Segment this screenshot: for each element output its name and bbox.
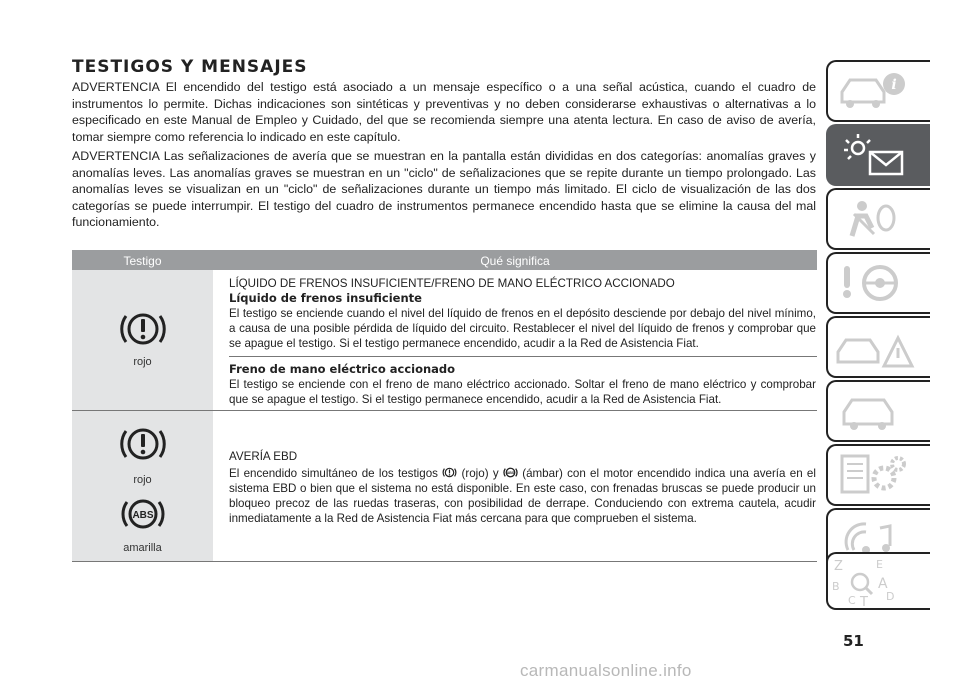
icon-label-rojo: rojo <box>133 474 152 486</box>
brake-warning-icon <box>118 304 168 354</box>
row1-section1-title: Líquido de frenos insuficiente <box>229 291 422 305</box>
svg-text:C: C <box>848 594 856 607</box>
row1-section1-text: El testigo se enciende cuando el nivel del líquido de frenos en el depósito desciende por debajo del nivel mínimo, a causa de una posible pérdida de líquido del circuito. Restablecer el nivel del líquido de frenos y comprobar que se apague el testigo. Si el testigo permanece encendido, acudir a la Red de Asistencia Fiat. <box>229 307 816 350</box>
brake-warning-inline-icon <box>442 465 457 480</box>
brake-warning-icon <box>118 419 168 469</box>
header-que-significa: Qué significa <box>480 254 550 268</box>
car-info-icon <box>828 62 928 120</box>
sidebar-tab-index[interactable] <box>826 552 930 610</box>
row1-section2-text: El testigo se enciende con el freno de mano eléctrico accionado. Soltar el freno de mano eléctrico y comprobar que se apague el testigo. Si el testigo permanece encendido, acudir a la Red de Asistencia Fiat. <box>229 378 816 406</box>
sidebar-tab-vehicle-info[interactable] <box>826 60 930 122</box>
warning-paragraph-1: ADVERTENCIA El encendido del testigo está asociado a un mensaje específico o a una señal acústica, cuando el cuadro de instrumentos lo permite. Dichas indicaciones son sintéticas y preventivas y no deben considerarse exhaustivas o alternativas a lo especificado en este Manual de Empleo y Cuidado, del que se recomienda siempre una atenta lectura. En caso de aviso de avería, tomar siempre como referencia lo indicado en este capítulo. <box>72 80 816 144</box>
sidebar-tab-emergency[interactable] <box>826 316 930 378</box>
table-header <box>72 250 817 270</box>
row-subdivider <box>229 356 817 357</box>
warning-paragraph-2: ADVERTENCIA Las señalizaciones de avería que se muestran en la pantalla están divididas en dos categorías: anomalías graves y anomalías leves. Las anomalías graves se muestran en un "ciclo" de señalizaciones que se repite durante un tiempo prolongado. Las anomalías leves se visualizan en un "ciclo" de señalizaciones durante un tiempo más limitado. El ciclo de visualización de las dos categorías se puede interrumpir. El testigo del cuadro de instrumentos permanece encendido hasta que se elimine la causa del mal funcionamiento. <box>72 149 816 230</box>
row2-text: El encendido simultáneo de los testigos (rojo) y ABS (ámbar) con el motor encendido indica una avería en el sistema EBD o bien que el sistema no está disponible. En este caso, con frenadas bruscas se puede producir un bloqueo precoz de las ruedas traseras, con posibilidad de derrape. Conduciendo con extrema cautela, acudir inmediatamente a la Red de Asistencia Fiat más cercana para que comprueben el sistema. <box>229 467 816 525</box>
starting-driving-icon <box>828 254 928 312</box>
sidebar-tab-starting-driving[interactable] <box>826 252 930 314</box>
safety-airbag-icon <box>828 190 928 248</box>
svg-text:E: E <box>876 558 883 571</box>
sidebar-tab-technical-data[interactable] <box>826 444 930 506</box>
watermark: carmanualsonline.info <box>520 661 692 680</box>
table-bottom-line <box>72 561 817 562</box>
maintenance-icon <box>828 382 928 440</box>
warning-lights-messages-icon <box>828 126 928 184</box>
row1-heading: LÍQUIDO DE FRENOS INSUFICIENTE/FRENO DE MANO ELÉCTRICO ACCIONADO <box>229 277 675 290</box>
svg-text:Z: Z <box>834 559 843 574</box>
row1-section2-title: Freno de mano eléctrico accionado <box>229 362 456 376</box>
abs-icon-text: ABS <box>132 510 154 521</box>
icon-label-rojo: rojo <box>133 356 152 368</box>
row-divider <box>72 410 817 411</box>
svg-text:B: B <box>832 580 840 593</box>
svg-text:ABS: ABS <box>506 470 515 475</box>
sidebar-tab-safety[interactable] <box>826 188 930 250</box>
icon-label-amarilla: amarilla <box>123 542 162 554</box>
svg-text:A: A <box>878 576 888 592</box>
page-title: TESTIGOS Y MENSAJES <box>72 57 308 77</box>
sidebar-tab-warning-lights[interactable] <box>826 124 930 186</box>
page-number: 51 <box>843 632 864 650</box>
abs-warning-inline-icon <box>503 465 518 480</box>
emergency-icon <box>828 318 928 376</box>
abs-warning-icon <box>120 491 166 537</box>
row2-heading: AVERÍA EBD <box>229 450 298 463</box>
svg-text:D: D <box>886 590 895 603</box>
header-testigo: Testigo <box>123 254 162 268</box>
technical-data-icon <box>828 446 928 504</box>
svg-text:i: i <box>891 77 897 93</box>
sidebar-tab-maintenance[interactable] <box>826 380 930 442</box>
index-icon <box>828 554 928 608</box>
svg-text:T: T <box>860 595 868 608</box>
